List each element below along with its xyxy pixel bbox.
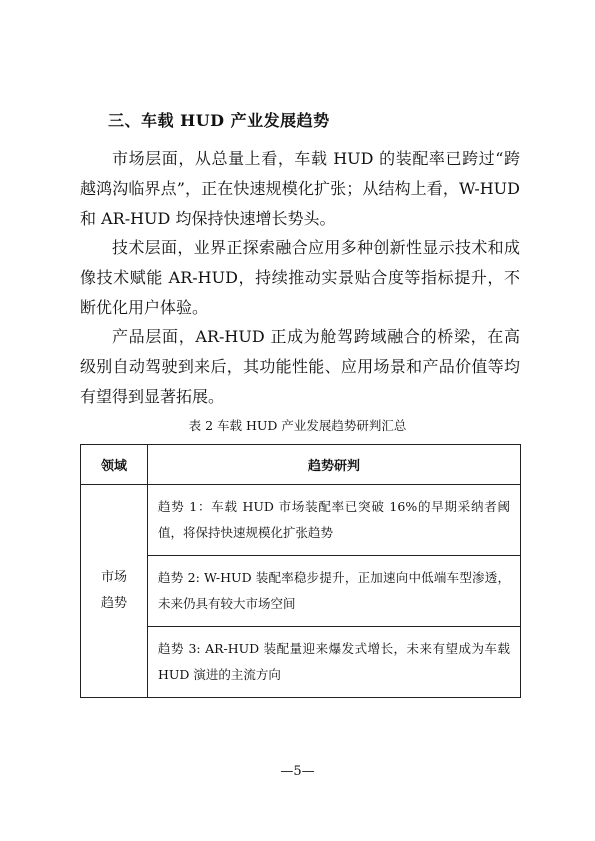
area-label-line1: 市场 [100, 570, 127, 585]
table-header-row [81, 445, 521, 485]
table-row [81, 485, 521, 556]
area-cell [81, 485, 148, 698]
paragraph-product: 产品层面，AR-HUD 正成为舱驾跨域融合的桥梁，在高级别自动驾驶到来后，其功能性能、应用场景和产品价值等均有望得到显著拓展。 [80, 327, 520, 406]
trend-table [80, 444, 521, 698]
paragraph-market: 市场层面，从总量上看，车载 HUD 的装配率已跨过“跨越鸿沟临界点”，正在快速规模化扩张；从结构上看，W-HUD 和 AR-HUD 均保持快速增长势头。 [80, 149, 520, 228]
paragraph-technology: 技术层面，业界正探索融合应用多种创新性显示技术和成像技术赋能 AR-HUD，持续推动实景贴合度等指标提升，不断优化用户体验。 [80, 238, 520, 317]
section-title: 三、车载 HUD 产业发展趋势 [108, 111, 330, 130]
header-trend: 趋势研判 [148, 445, 521, 485]
header-field: 领域 [81, 445, 148, 485]
trend-cell-3: 趋势 3: AR-HUD 装配量迎来爆发式增长，未来有望成为车载 HUD 演进的主流方向 [148, 627, 521, 698]
page-number: —5— [280, 764, 315, 779]
trend-cell-2: 趋势 2: W-HUD 装配率稳步提升，正加速向中低端车型渗透，未来仍具有较大市场空间 [148, 556, 521, 627]
table-caption: 表 2 车载 HUD 产业发展趋势研判汇总 [188, 418, 407, 433]
area-label-line2: 趋势 [100, 596, 127, 611]
trend-cell-1: 趋势 1：车载 HUD 市场装配率已突破 16%的早期采纳者阈值，将保持快速规模化扩张趋势 [148, 485, 521, 556]
